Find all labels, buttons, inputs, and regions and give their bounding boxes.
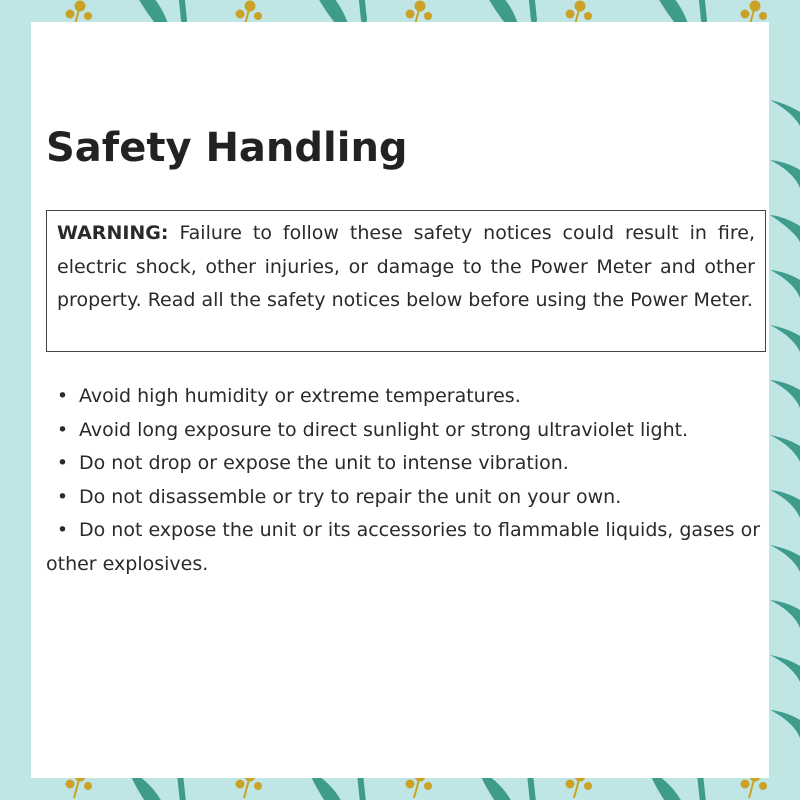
warning-box — [46, 210, 766, 352]
list-item-text: Avoid high humidity or extreme temperatures. — [79, 385, 521, 407]
list-item-text: Do not expose the unit or its accessories to flammable liquids, gases or other explosives. — [46, 519, 761, 575]
list-item — [46, 514, 770, 581]
list-item — [46, 481, 786, 515]
list-item — [46, 380, 786, 414]
list-item-text: Avoid long exposure to direct sunlight or strong ultraviolet light. — [79, 418, 689, 441]
safety-bullet-list — [46, 380, 786, 581]
bullet-icon: • — [56, 418, 69, 441]
bullet-icon: • — [56, 385, 69, 407]
left-pattern-strip — [0, 120, 31, 140]
list-item — [46, 414, 786, 448]
bullet-icon: • — [56, 519, 69, 541]
content-card — [31, 22, 769, 778]
warning-label: WARNING: — [57, 222, 169, 244]
warning-text: Failure to follow these safety notices could result in fire, electric shock, other injuries, or damage to the Power Meter and other property. Read all the safety notices below before using the Power Meter. — [57, 222, 755, 311]
bullet-icon: • — [56, 485, 69, 508]
list-item — [46, 447, 786, 481]
list-item-text: Do not disassemble or try to repair the unit on your own. — [79, 485, 622, 508]
page-title: Safety Handling — [46, 125, 408, 171]
bullet-icon: • — [56, 452, 69, 474]
list-item-text: Do not drop or expose the unit to intense vibration. — [79, 452, 569, 474]
